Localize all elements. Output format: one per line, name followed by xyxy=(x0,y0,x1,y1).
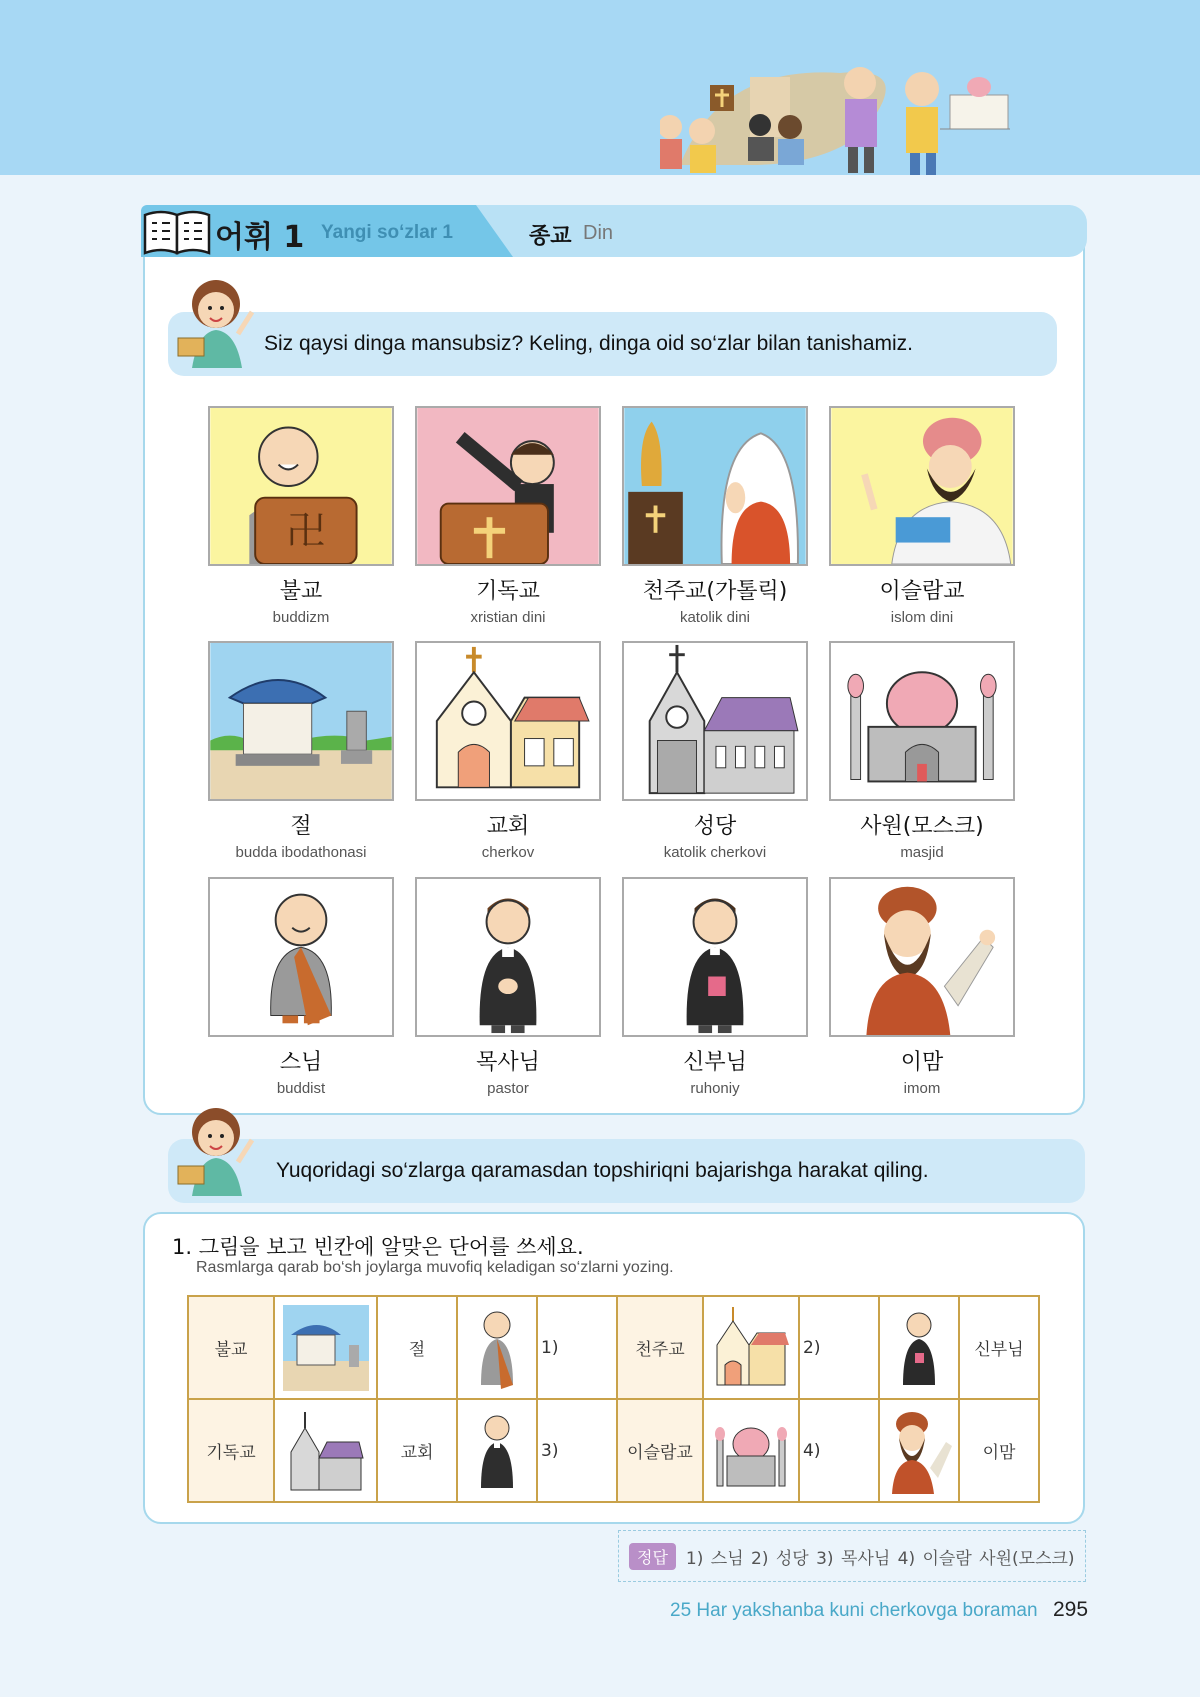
vocab-korean: 이맘 xyxy=(900,1050,944,1075)
imam-icon xyxy=(831,879,1013,1035)
cathedral-icon xyxy=(624,643,806,799)
table-cell-image xyxy=(703,1399,799,1502)
open-book-icon xyxy=(141,205,213,257)
table-row xyxy=(188,1296,1039,1399)
vocab-korean: 신부님 xyxy=(683,1050,747,1075)
vocab-image xyxy=(208,406,394,566)
table-cell-word: 이맘 xyxy=(959,1399,1039,1502)
religion-scene-illustration-icon xyxy=(660,55,1090,177)
vocab-uzbek: masjid xyxy=(900,844,944,861)
teacher-icon xyxy=(172,276,258,372)
vocab-item xyxy=(208,641,394,861)
pastor-icon xyxy=(417,879,599,1035)
temple-icon xyxy=(210,643,392,799)
vocab-item xyxy=(829,641,1015,861)
table-cell-image xyxy=(703,1296,799,1399)
vocab-image xyxy=(208,877,394,1037)
vocab-uzbek: imom xyxy=(903,1080,941,1097)
vocab-item xyxy=(622,406,808,626)
pastor-preaching-icon xyxy=(417,408,599,564)
vocab-item xyxy=(622,877,808,1097)
vocab-image xyxy=(622,641,808,801)
vocab-image xyxy=(415,406,601,566)
answer-badge: 정답 xyxy=(629,1543,676,1570)
section-label-korean: 어휘 1 xyxy=(215,220,305,255)
vocab-korean: 절 xyxy=(290,814,312,839)
vocab-uzbek: budda ibodathonasi xyxy=(235,844,367,861)
mosque-icon xyxy=(831,643,1013,799)
vocab-image xyxy=(829,406,1015,566)
exercise-question-uzbek: Rasmlarga qarab bo‘sh joylarga muvofiq keladigan so‘zlarni yozing. xyxy=(196,1259,674,1276)
vocab-uzbek: ruhoniy xyxy=(690,1080,740,1097)
vocab-item xyxy=(415,406,601,626)
vocab-item xyxy=(415,877,601,1097)
table-cell-word: 불교 xyxy=(188,1296,274,1399)
vocab-uzbek: buddist xyxy=(276,1080,326,1097)
vocab-image xyxy=(829,877,1015,1037)
topic-title-korean: 종교 xyxy=(529,224,572,249)
exercise-question-korean: 1. 그림을 보고 빈칸에 알맞은 단어를 쓰세요. xyxy=(172,1235,584,1259)
vocab-uzbek: buddizm xyxy=(272,609,330,626)
vocab-uzbek: xristian dini xyxy=(470,609,546,626)
table-cell-image xyxy=(274,1296,377,1399)
vocab-item xyxy=(208,406,394,626)
intro-prompt-text: Siz qaysi dinga mansubsiz? Keling, dinga oid so‘zlar bilan tanishamiz. xyxy=(264,332,914,355)
praying-woman-icon xyxy=(624,408,806,564)
vocab-image xyxy=(208,641,394,801)
vocab-uzbek: islom dini xyxy=(890,609,954,626)
task-prompt-text: Yuqoridagi so‘zlarga qaramasdan topshiriqni bajarishga harakat qiling. xyxy=(276,1159,929,1182)
vocab-korean: 사원(모스크) xyxy=(860,814,984,839)
table-cell-word: 천주교 xyxy=(617,1296,703,1399)
vocab-image xyxy=(829,641,1015,801)
answer-key xyxy=(618,1530,1086,1582)
vocab-uzbek: cherkov xyxy=(481,844,535,861)
vocab-item xyxy=(415,641,601,861)
table-cell-word: 기독교 xyxy=(188,1399,274,1502)
imam-icon xyxy=(884,1408,954,1494)
vocab-korean: 교회 xyxy=(486,814,530,839)
muslim-reading-icon xyxy=(831,408,1013,564)
vocab-image xyxy=(415,641,601,801)
vocab-uzbek: katolik dini xyxy=(679,609,751,626)
svg-text:卍: 卍 xyxy=(286,509,326,555)
cathedral-icon xyxy=(283,1408,369,1494)
priest-icon xyxy=(889,1305,949,1391)
vocab-item xyxy=(208,877,394,1097)
vocab-uzbek: katolik cherkovi xyxy=(663,844,767,861)
vocab-korean: 기독교 xyxy=(476,579,540,604)
table-cell-image xyxy=(457,1399,537,1502)
topic-title-uzbek: Din xyxy=(583,222,614,244)
table-cell-word: 교회 xyxy=(377,1399,457,1502)
vocab-korean: 불교 xyxy=(279,579,323,604)
table-cell-image xyxy=(457,1296,537,1399)
chapter-title: 25 Har yakshanba kuni cherkovga boraman xyxy=(670,1600,1038,1621)
exercise-table xyxy=(187,1295,1040,1503)
vocab-image xyxy=(622,406,808,566)
answer-blank[interactable]: 3) xyxy=(537,1399,617,1502)
vocab-korean: 성당 xyxy=(693,814,737,839)
vocab-korean: 이슬람교 xyxy=(879,579,965,604)
section-label-uzbek: Yangi so‘zlar 1 xyxy=(321,222,453,243)
task-speech-bubble xyxy=(168,1139,1085,1203)
vocab-korean: 목사님 xyxy=(476,1050,540,1075)
buddhist-monk-pulpit-icon xyxy=(210,408,392,564)
answer-blank[interactable]: 1) xyxy=(537,1296,617,1399)
table-cell-word: 이슬람교 xyxy=(617,1399,703,1502)
table-cell-word: 신부님 xyxy=(959,1296,1039,1399)
section-header xyxy=(141,205,1087,257)
vocab-korean: 스님 xyxy=(279,1050,323,1075)
church-icon xyxy=(711,1305,791,1391)
vocab-item xyxy=(829,406,1015,626)
teacher-icon xyxy=(172,1104,258,1200)
table-cell-image xyxy=(879,1296,959,1399)
mosque-icon xyxy=(711,1408,791,1494)
vocab-item xyxy=(829,877,1015,1097)
answer-text: 1) 스님 2) 성당 3) 목사님 4) 이슬람 사원(모스크) xyxy=(685,1548,1075,1569)
table-row xyxy=(188,1399,1039,1502)
church-icon xyxy=(417,643,599,799)
priest-icon xyxy=(624,879,806,1035)
pastor-icon xyxy=(467,1408,527,1494)
temple-icon xyxy=(283,1305,369,1391)
vocab-uzbek: pastor xyxy=(487,1080,529,1097)
table-cell-image xyxy=(879,1399,959,1502)
vocab-korean: 천주교(가톨릭) xyxy=(642,579,788,604)
answer-blank[interactable]: 4) xyxy=(799,1399,879,1502)
table-cell-image xyxy=(274,1399,377,1502)
monk-icon xyxy=(210,879,392,1035)
answer-blank[interactable]: 2) xyxy=(799,1296,879,1399)
table-cell-word: 절 xyxy=(377,1296,457,1399)
monk-icon xyxy=(467,1305,527,1391)
vocab-image xyxy=(622,877,808,1037)
intro-speech-bubble xyxy=(168,312,1057,376)
vocab-image xyxy=(415,877,601,1037)
page-number: 295 xyxy=(1053,1598,1089,1621)
vocab-item xyxy=(622,641,808,861)
